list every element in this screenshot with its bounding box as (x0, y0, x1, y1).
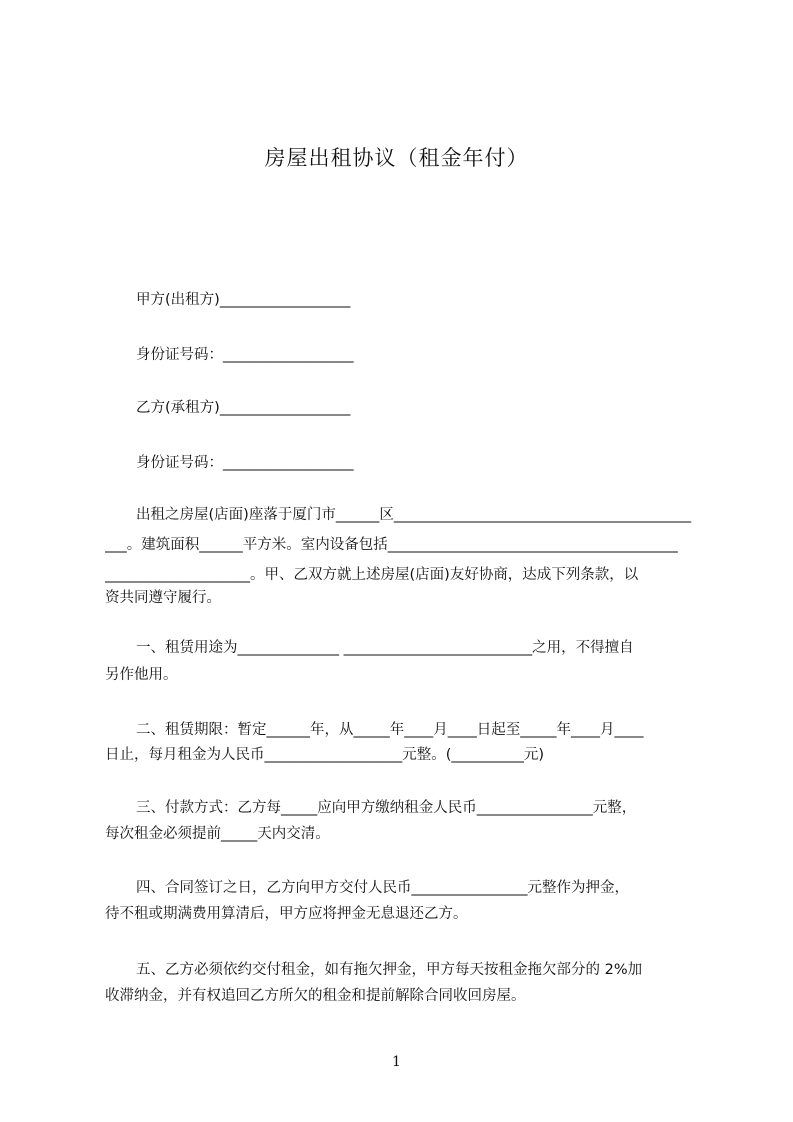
clause-1-line-1: 一、租赁用途为______________ __________________________之用，不得擅自 (136, 640, 634, 656)
clause-4-line-2: 待不租或期满费用算清后，甲方应将押金无息退还乙方。 (105, 906, 468, 922)
clause-5-line-2: 收滞纳金，并有权追回乙方所欠的租金和提前解除合同收回房屋。 (105, 988, 526, 1004)
clause-4-line-1: 四、合同签订之日，乙方向甲方交付人民币________________元整作为押金， (136, 880, 629, 896)
clause-3-line-2: 每次租金必须提前_____天内交清。 (105, 826, 330, 842)
intro-line-1: 出租之房屋(店面)座落于厦门市______区_________________________________________ (136, 507, 692, 523)
page-number: 1 (392, 1054, 401, 1070)
document-title: 房屋出租协议（租金年付） (264, 146, 529, 170)
clause-5-line-1: 五、乙方必须依约交付租金，如有拖欠押金，甲方每天按租金拖欠部分的 2%加 (136, 962, 643, 978)
party-b-id-line: 身份证号码：__________________ (136, 455, 354, 471)
intro-line-3: ____________________。甲、乙双方就上述房屋(店面)友好协商，达成下列条款，以 (105, 567, 639, 583)
clause-3-line-1: 三、付款方式：乙方每_____应向甲方缴纳租金人民币________________元整， (136, 800, 637, 816)
clause-2-line-1: 二、租赁期限：暂定______年，从_____年____月____日起至_____年____月____ (136, 722, 644, 738)
clause-2-line-2: 日止，每月租金为人民币___________________元整。(__________元) (105, 747, 545, 763)
party-a-id-line: 身份证号码：__________________ (136, 347, 354, 363)
party-b-line: 乙方(承租方)__________________ (136, 400, 351, 416)
intro-line-2: ___。建筑面积______平方米。室内设备包括________________________________________ (105, 537, 678, 553)
clause-1-line-2: 另作他用。 (105, 667, 178, 683)
party-a-line: 甲方(出租方)__________________ (136, 292, 351, 308)
intro-line-4: 资共同遵守履行。 (105, 590, 221, 606)
